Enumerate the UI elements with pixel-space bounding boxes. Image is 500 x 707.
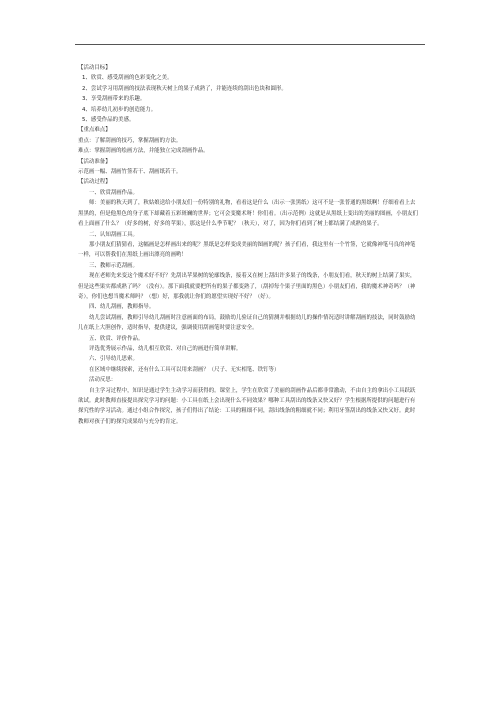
paragraph: 评选优秀展示作品，幼儿相互欣赏、对自己的画进行简单讲解。 <box>89 345 242 352</box>
paragraph: 二、认知刮画工具。 <box>89 231 138 238</box>
paragraph: 4、培养幼儿初步的创造能力。 <box>82 106 157 113</box>
paragraph: 2、尝试学习用刮画的技法表现秋天树上的果子成熟了，并能连续的刮出色块和圆形。 <box>82 85 287 92</box>
paragraph: 【活动准备】 <box>78 158 111 165</box>
paragraph: 那小朋友们猜猜看，这幅画是怎样画出来的呢？黑纸是怎样变成美丽的图画的呢？孩子们看，我这里有一个竹签，它就像神笔马良的神笔一样，可以帮我们在黑纸上画出漂亮的画哟！ <box>78 241 416 259</box>
paragraph: 现在老师先来变这个魔术好不好？先刮出苹果树的轮廓线条，接着又在树上刮出许多果子的线条，小朋友们看，秋天的树上结满了果实，但是这些果实都成熟了吗？（没有）。那下面我就要把所有的果子都变熟了，（刮掉每个果子里面的黑色）小朋友们看，我的魔术神奇吗？（神奇），你们也想当魔术师吗？（想）好，那我就让你们的愿望实现好不好？（好）。 <box>78 273 416 300</box>
paragraph: 1、欣赏、感受刮画的色彩变化之美。 <box>82 75 173 82</box>
paragraph: 【活动目标】 <box>78 65 111 71</box>
paragraph: 3、享受刮画带来的乐趣。 <box>82 96 146 103</box>
paragraph: 师：美丽的秋天到了，秋姑娘送给小朋友们一份特别的礼物，看看这是什么（出示一张黑纸）这可不是一张普通的黑纸啊！仔细看看上去黑黑的，但是他黑色的身子底下却藏着五彩斑斓的世界；它可会变魔术呀！你们看。（出示范例）这就是从黑纸上变出的美丽的图画，小朋友们看上面画了什么？（好多的树，好多的苹果），那这是什么季节呢？（秋天），对了，因为你们看到了树上都结满了成熟的果子。 <box>78 200 419 228</box>
paragraph: 五、欣赏、评价作品。 <box>89 335 144 342</box>
paragraph: 【重点难点】 <box>78 127 111 134</box>
paragraph: 四、幼儿刮画，教师指导。 <box>89 304 155 311</box>
paragraph: 难点：掌握刮画的绘画方法，并能独立完成刮画作品。 <box>78 148 209 155</box>
paragraph: 5、感受作品的美感。 <box>82 117 135 124</box>
paragraph: 一、欣赏刮画作品。 <box>89 189 138 196</box>
paragraph: 六、引导幼儿思索。 <box>89 356 138 363</box>
paragraph: 幼儿尝试刮画，教师引导幼儿刮画时注意画面的布局，鼓励幼儿验证自己的猜测并根据幼儿的操作情况适时讲解刮画的技法，同时鼓励幼儿在纸上大胆创作，适时指导，提供建议，强调使用刮画笔时要注意安全。 <box>78 314 416 332</box>
header-rule <box>75 44 425 45</box>
paragraph: 【活动过程】 <box>78 179 111 186</box>
paragraph: 在区域中继续探索，还有什么工具可以用来刮画？（尺子、无实相笔、铁钉等） <box>89 366 280 373</box>
paragraph: 活动反思： <box>89 377 117 384</box>
paragraph: 示范画一幅、刮画竹签若干、刮画纸若干。 <box>78 169 182 176</box>
paragraph: 自主学习过程中，知识是通过学生主动学习而获得的。课堂上，学生在欣赏了美丽的刮画作品后都非常激动，不由自主的拿出小工具跃跃欲试。此时教师直接提出探究学习的问题：小工具在纸上会出现什么不同效果？哪种工具刮出的线条又快又好？学生根据所提供的问题进行有探究性的学习活动。通过小组合作探究，孩子们得出了结论：工具的粗细不同，刮出线条的粗细就不同；利用牙签刮出的线条又快又好。此时教师对孩子们的探究成果给与充分的肯定。 <box>78 387 416 425</box>
paragraph: 三、教师示范刮画。 <box>89 262 138 269</box>
document-body <box>78 63 420 427</box>
paragraph: 重点：了解刮画的技巧，掌握刮画的方法。 <box>78 137 182 144</box>
